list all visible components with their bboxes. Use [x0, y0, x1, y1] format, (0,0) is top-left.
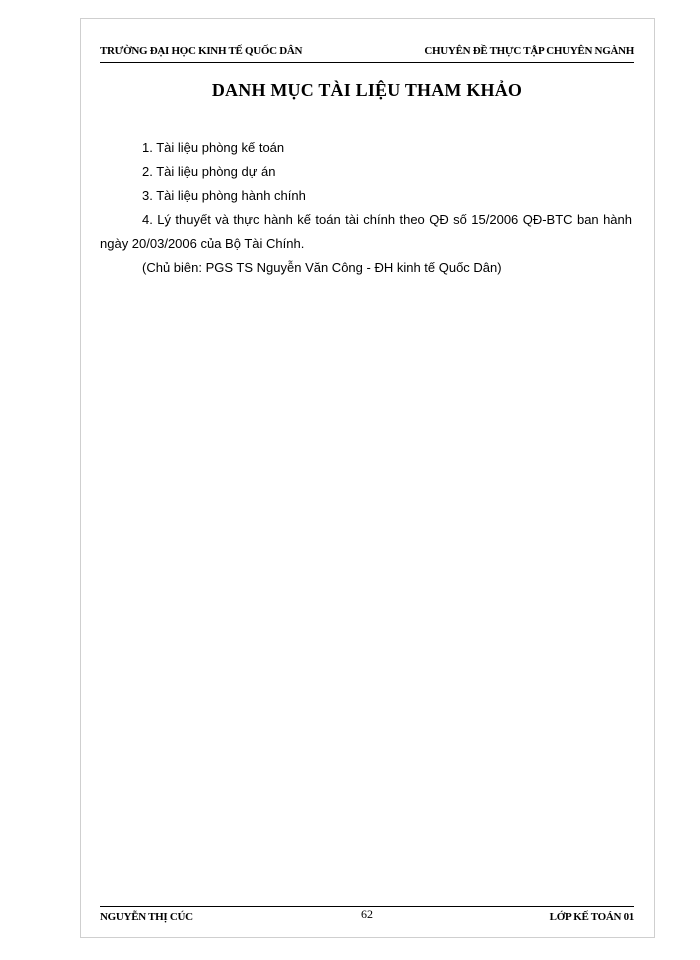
reference-item: 4. Lý thuyết và thực hành kế toán tài chính theo QĐ số 15/2006 QĐ-BTC ban hành ngày 20/03/2006 của Bộ Tài Chính. [100, 212, 632, 251]
footer-class: LỚP KẾ TOÁN 01 [549, 911, 634, 923]
page-title: DANH MỤC TÀI LIỆU THAM KHẢO [211, 80, 523, 100]
reference-item: 2. Tài liệu phòng dự án [142, 164, 276, 179]
page-number: 62 [361, 907, 373, 921]
reference-item: 3. Tài liệu phòng hành chính [142, 188, 306, 203]
header-university: TRƯỜNG ĐẠI HỌC KINH TẾ QUỐC DÂN [100, 45, 303, 57]
reference-list [100, 136, 632, 280]
page-footer [100, 906, 634, 927]
header-report-type: CHUYÊN ĐỀ THỰC TẬP CHUYÊN NGÀNH [424, 45, 634, 57]
page-header [100, 42, 634, 63]
footer-author: NGUYỄN THỊ CÚC [100, 911, 193, 923]
reference-item: 1. Tài liệu phòng kế toán [142, 140, 285, 155]
reference-note: (Chủ biên: PGS TS Nguyễn Văn Công - ĐH kinh tế Quốc Dân) [142, 260, 502, 275]
